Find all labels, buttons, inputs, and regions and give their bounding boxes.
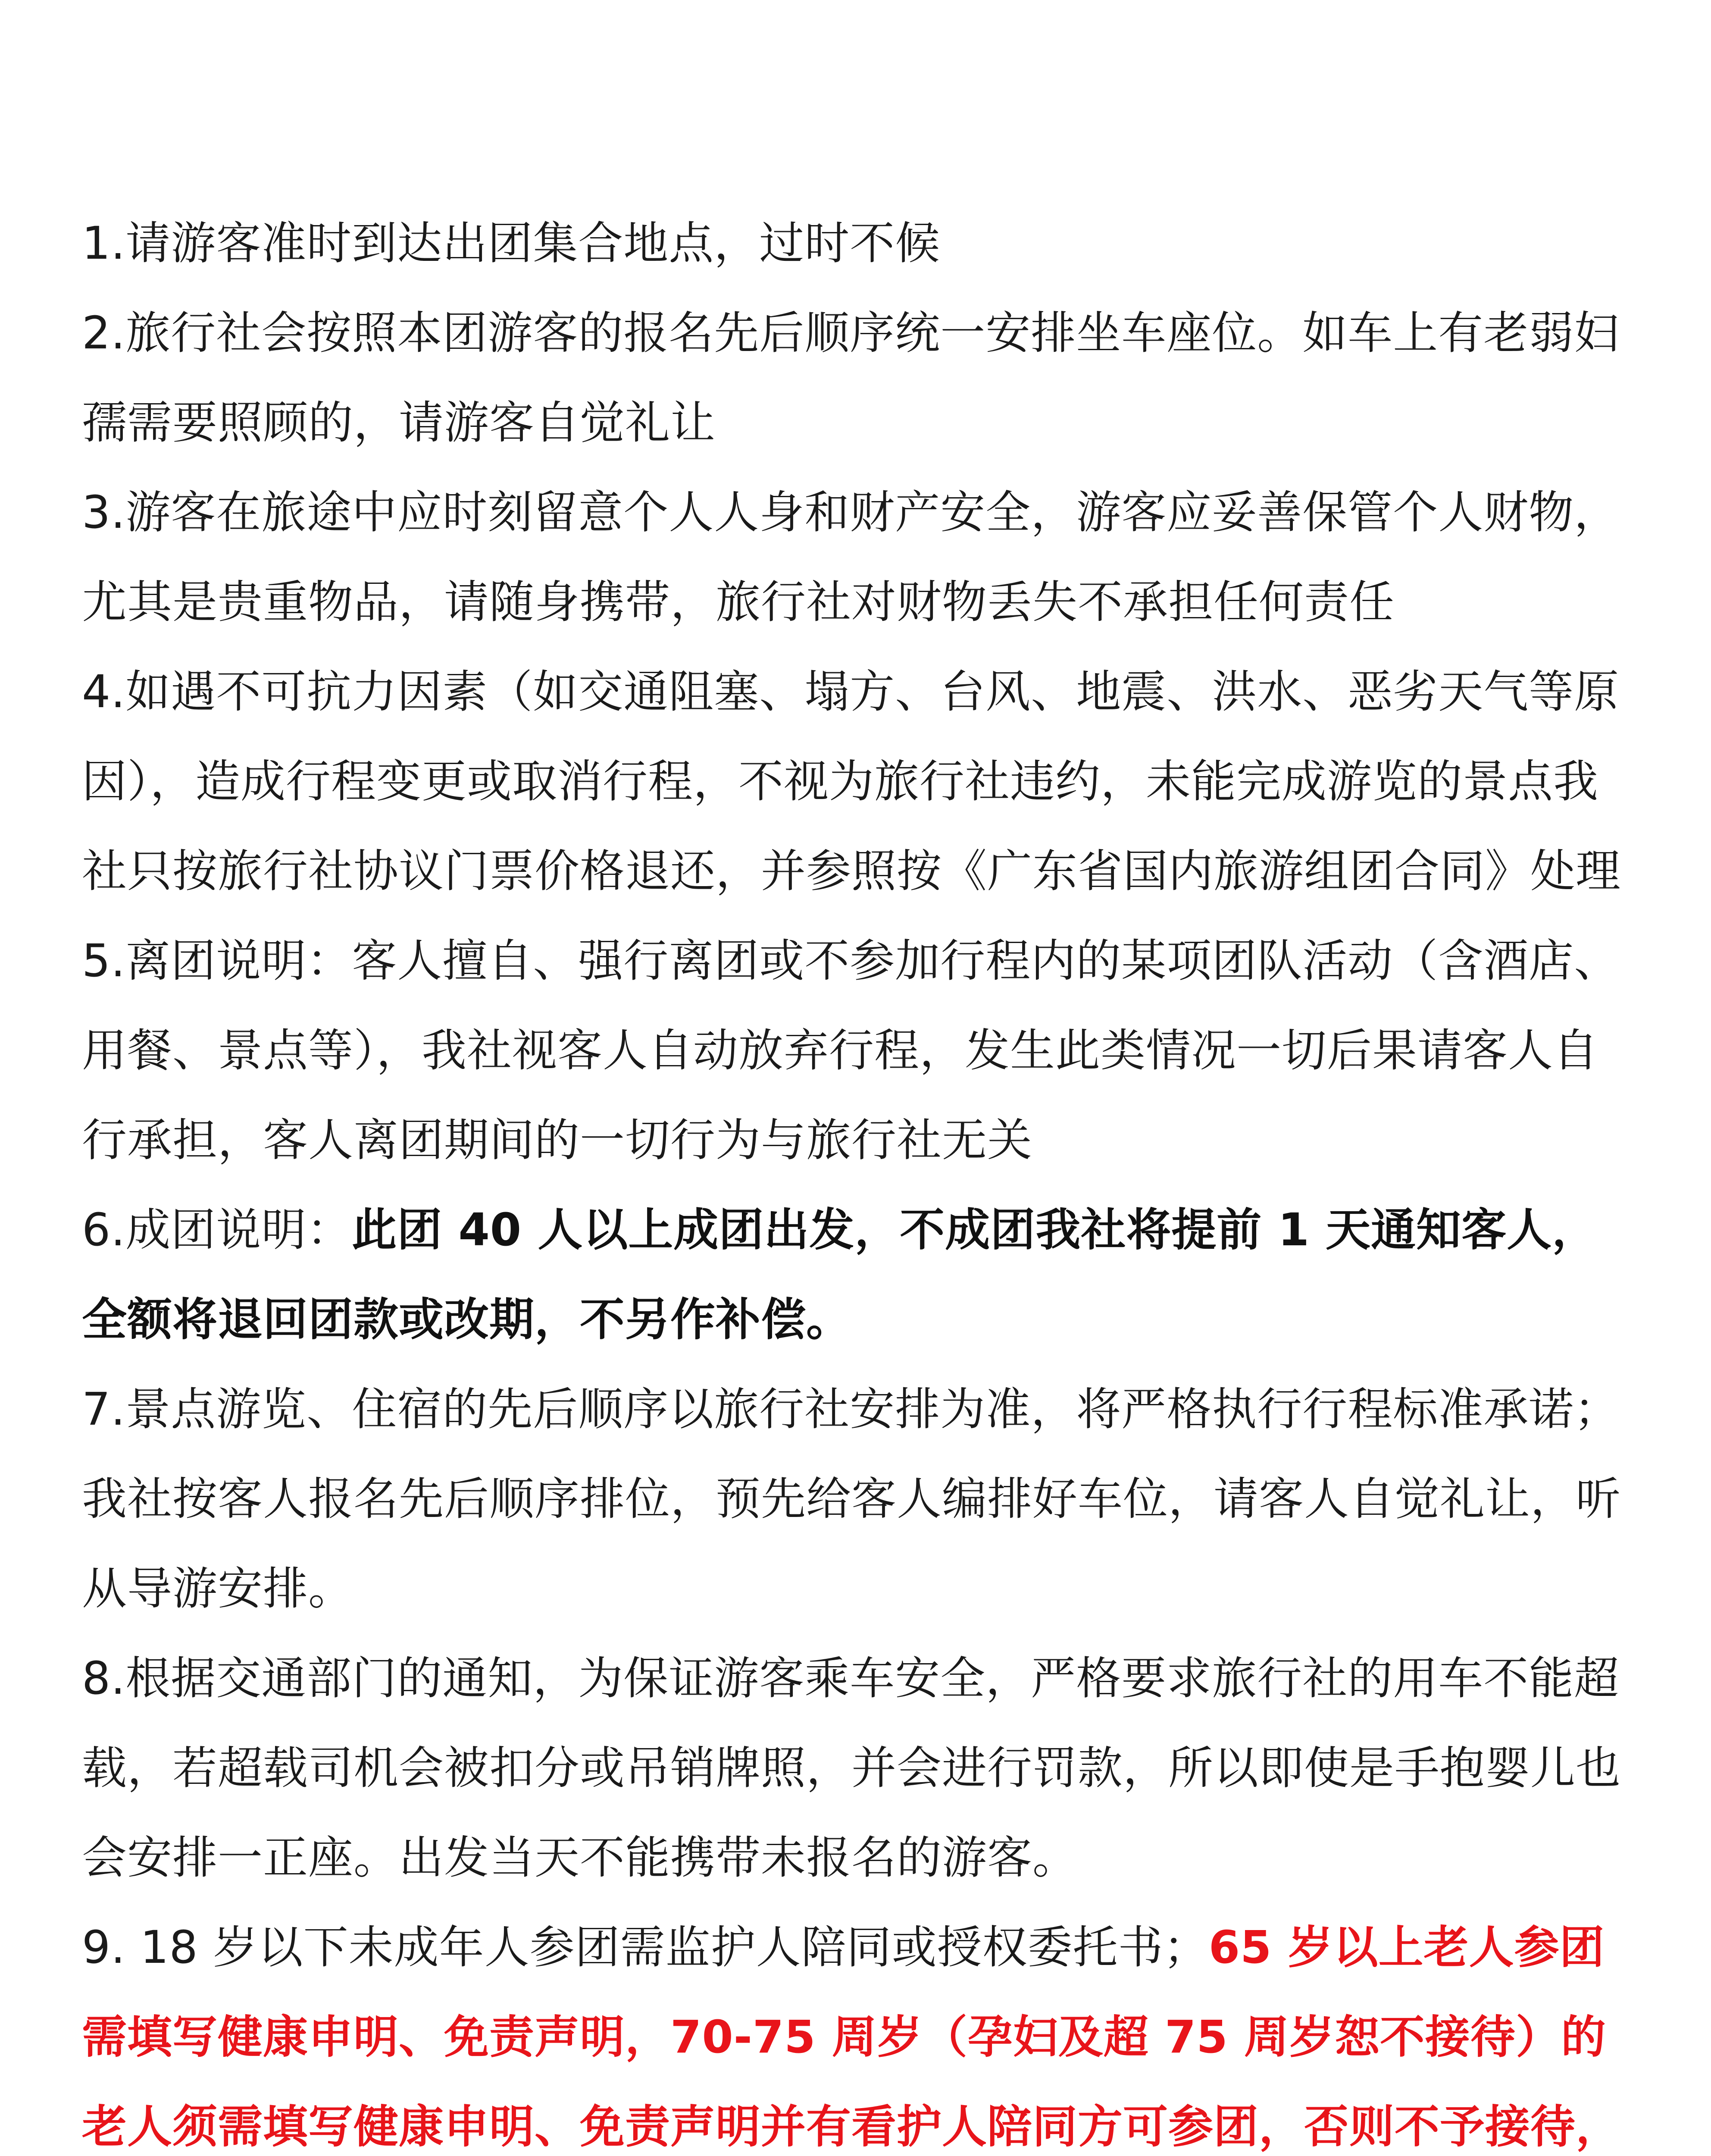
note-item-7: 7.景点游览、住宿的先后顺序以旅行社安排为准，将严格执行行程标准承诺；我社按客人报名先后顺序排位，预先给客人编排好车位，请客人自觉礼让，听从导游安排。 xyxy=(82,1383,1621,1615)
note-item-3: 3.游客在旅途中应时刻留意个人人身和财产安全，游客应妥善保管个人财物，尤其是贵重物品，请随身携带，旅行社对财物丢失不承担任何责任 xyxy=(82,486,1620,628)
note-item-6-prefix: 6.成团说明： xyxy=(82,1203,352,1256)
note-item-9 xyxy=(82,1902,1634,2156)
note-item-9-prefix: 9. 18 岁以下未成年人参团需监护人陪同或授权委托书； xyxy=(82,1921,1209,1974)
note-item-6-bold-text: 此团 40 人以上成团出发，不成团我社将提前 1 天通知客人，全额将退回团款或改期，不另作补偿。 xyxy=(82,1203,1598,1346)
travel-notes-document xyxy=(82,198,1634,2156)
note-item-1: 1.请游客准时到达出团集合地点，过时不候 xyxy=(82,217,941,270)
note-item-9-warning-text: 65 岁以上老人参团需填写健康申明、免责声明，70-75 周岁（孕妇及超 75 周岁恕不接待）的老人须需填写健康申明、免责声明并有看护人陪同方可参团，否则不予接待， xyxy=(82,1921,1621,2153)
note-item-8: 8.根据交通部门的通知，为保证游客乘车安全，严格要求旅行社的用车不能超载，若超载司机会被扣分或吊销牌照，并会进行罚款，所以即使是手抱婴儿也会安排一正座。出发当天不能携带未报名的游客。 xyxy=(82,1652,1621,1884)
note-item-6 xyxy=(82,1185,1634,1364)
note-item-4: 4.如遇不可抗力因素（如交通阻塞、塌方、台风、地震、洪水、恶劣天气等原因），造成行程变更或取消行程，不视为旅行社违约，未能完成游览的景点我社只按旅行社协议门票价格退还，并参照按《广东省国内旅游组团合同》处理 xyxy=(82,665,1621,897)
note-item-2: 2.旅行社会按照本团游客的报名先后顺序统一安排坐车座位。如车上有老弱妇孺需要照顾的，请游客自觉礼让 xyxy=(82,307,1620,449)
note-item-5: 5.离团说明：客人擅自、强行离团或不参加行程内的某项团队活动（含酒店、用餐、景点等），我社视客人自动放弃行程，发生此类情况一切后果请客人自行承担，客人离团期间的一切行为与旅行社无关 xyxy=(82,934,1620,1166)
